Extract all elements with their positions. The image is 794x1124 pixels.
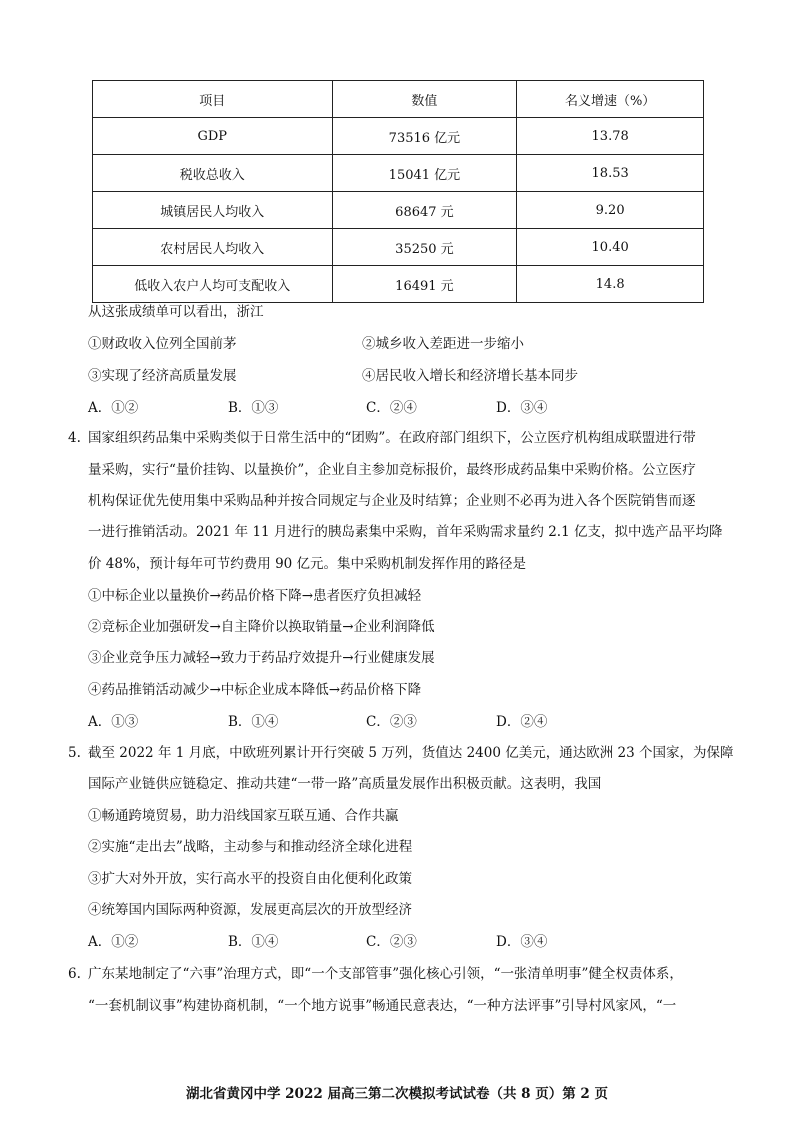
- table-row: [93, 192, 704, 229]
- q4-line-5: 价 48%，预计每年可节约费用 90 亿元。集中采购机制发挥作用的路径是: [88, 556, 527, 572]
- q4-line-2: 量采购，实行“量价挂钩、以量换价”，企业自主参加竞标报价，最终形成药品集中采购价格。公立医疗: [88, 462, 696, 478]
- q3-choice-d: D．③④: [496, 400, 548, 416]
- table-cell: 16491 元: [332, 266, 517, 303]
- q4-text: 国家组织药品集中采购类似于日常生活中的“团购”。在政府部门组织下，公立医疗机构组成联盟进行带: [88, 430, 696, 446]
- q4-choice-c: C．②③: [366, 714, 417, 730]
- q5-line-2: 国际产业链供应链稳定、推动共建“一带一路”高质量发展作出积极贡献。这表明，我国: [88, 776, 602, 792]
- q3-item-1: ①财政收入位列全国前茅: [88, 336, 237, 352]
- q3-choice-a: A．①②: [88, 400, 139, 416]
- q3-item-4: ④居民收入增长和经济增长基本同步: [362, 368, 578, 384]
- q4-number: 4.: [68, 430, 81, 446]
- q4-line-1: [68, 428, 696, 448]
- q4-choice-b: B．①④: [228, 714, 279, 730]
- q4-choice-d: D．②④: [496, 714, 548, 730]
- q6-line-1: [68, 964, 683, 984]
- q3-choice-c: C．②④: [366, 400, 417, 416]
- q3-item-2: ②城乡收入差距进一步缩小: [362, 336, 524, 352]
- header-growth: 名义增速（%）: [517, 81, 704, 118]
- q5-choice-a: A．①②: [88, 934, 139, 950]
- q5-item-4: ④统筹国内国际两种资源，发展更高层次的开放型经济: [88, 902, 412, 918]
- q4-item-4: ④药品推销活动减少→中标企业成本降低→药品价格下降: [88, 682, 422, 698]
- q4-item-3: ③企业竞争压力减轻→致力于药品疗效提升→行业健康发展: [88, 650, 435, 666]
- q4-choice-a: A．①③: [88, 714, 139, 730]
- table-header-row: [93, 81, 704, 118]
- header-value: 数值: [332, 81, 517, 118]
- table-cell: 城镇居民人均收入: [93, 192, 333, 229]
- q5-choice-b: B．①④: [228, 934, 279, 950]
- table-cell: 13.78: [517, 118, 704, 155]
- q5-choice-d: D．③④: [496, 934, 548, 950]
- q5-item-3: ③扩大对外开放，实行高水平的投资自由化便利化政策: [88, 871, 412, 887]
- q4-line-3: 机构保证优先使用集中采购品种并按合同规定与企业及时结算；企业则不必再为进入各个医院销售而逐: [88, 493, 696, 509]
- table-cell: 低收入农户人均可支配收入: [93, 266, 333, 303]
- q5-choice-c: C．②③: [366, 934, 417, 950]
- q5-text: 截至 2022 年 1 月底，中欧班列累计开行突破 5 万列，货值达 2400 亿美元，通达欧洲 23 个国家，为保障: [88, 745, 734, 761]
- q3-choice-b: B．①③: [228, 400, 279, 416]
- data-table: [92, 80, 704, 303]
- table-cell: 农村居民人均收入: [93, 229, 333, 266]
- q4-line-4: 一进行推销活动。2021 年 11 月进行的胰岛素集中采购，首年采购需求量约 2.1 亿支，拟中选产品平均降: [88, 524, 723, 540]
- page-footer: 湖北省黄冈中学 2022 届高三第二次模拟考试试卷（共 8 页）第 2 页: [185, 1086, 609, 1102]
- table-cell: 18.53: [517, 155, 704, 192]
- table-cell: 15041 亿元: [332, 155, 517, 192]
- table-row: [93, 155, 704, 192]
- q5-number: 5.: [68, 745, 81, 761]
- table-cell: 14.8: [517, 266, 704, 303]
- table-cell: 68647 元: [332, 192, 517, 229]
- q4-item-1: ①中标企业以量换价→药品价格下降→患者医疗负担减轻: [88, 588, 422, 604]
- q3-item-3: ③实现了经济高质量发展: [88, 368, 237, 384]
- table-row: [93, 229, 704, 266]
- q6-text: 广东某地制定了“六事”治理方式，即“一个支部管事”强化核心引领，“一张清单明事”健全权责体系，: [88, 966, 683, 982]
- table-cell: GDP: [93, 118, 333, 155]
- table-row: [93, 118, 704, 155]
- table-cell: 10.40: [517, 229, 704, 266]
- q3-stem: 从这张成绩单可以看出，浙江: [88, 304, 264, 320]
- table-cell: 9.20: [517, 192, 704, 229]
- table-row: [93, 266, 704, 303]
- table-cell: 35250 元: [332, 229, 517, 266]
- q6-line-2: “一套机制议事”构建协商机制，“一个地方说事”畅通民意表达，“一种方法评事”引导村风家风，“一: [88, 998, 677, 1014]
- table-cell: 73516 亿元: [332, 118, 517, 155]
- table-cell: 税收总收入: [93, 155, 333, 192]
- q6-number: 6.: [68, 966, 81, 982]
- q4-item-2: ②竞标企业加强研发→自主降价以换取销量→企业利润降低: [88, 619, 435, 635]
- q5-item-1: ①畅通跨境贸易，助力沿线国家互联互通、合作共赢: [88, 808, 399, 824]
- q5-item-2: ②实施“走出去”战略，主动参与和推动经济全球化进程: [88, 839, 413, 855]
- header-item: 项目: [93, 81, 333, 118]
- q5-line-1: [68, 743, 733, 763]
